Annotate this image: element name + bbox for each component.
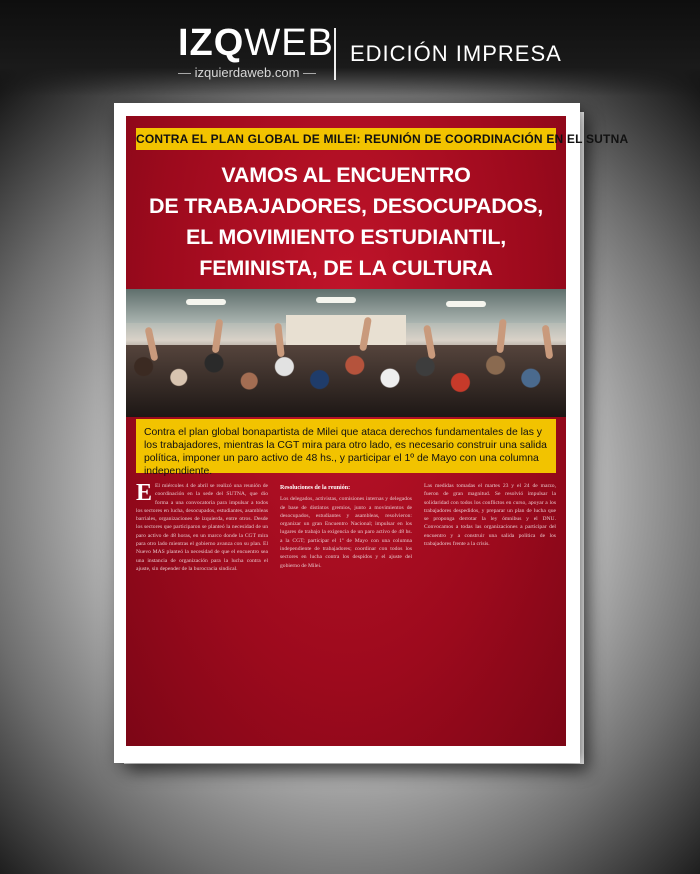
column-1-text: El miércoles 4 de abril se realizó una reunión de coordinación en la sede del SUTNA, que dio forma a una convocatoria para impulsar a todos los sectores en lucha, desocupados, estudiantes, asambleas barriales, organizaciones de izquierda, entre otros. Desde los sectores que participaron se planteó la necesidad de un paro activo de 48 horas, en un marco donde la CGT mira para otro lado mientras el gobierno avanza con su plan. El Nuevo MAS planteó la necesidad de que el encuentro sea una instancia de organización para la lucha contra el ajuste, sin depender de la burocracia sindical. xyxy=(136,483,268,572)
column-2-text: Los delegados, activistas, comisiones internas y delegados de base de distintos gremios, junto a movimientos de desocupados, estudiantes y asambleas, resolvieron: organizar un gran Encuentro Nacional; impulsar en los lugares de trabajo la exigencia de un paro activo de 48 hs. a la CGT; participar el 1º de Mayo con una columna independiente de trabajadores; coordinar con todos los sectores en lucha contra los despidos y el ajuste del gobierno de Milei. xyxy=(280,496,412,569)
headline-line: VAMOS AL ENCUENTRO xyxy=(221,163,471,187)
assembly-photo xyxy=(126,289,566,417)
headline-line: DE TRABAJADORES, DESOCUPADOS, xyxy=(149,194,543,218)
logo-url: — izquierdaweb.com — xyxy=(178,65,317,80)
body-column-2 xyxy=(280,482,412,736)
logo-web: WEB xyxy=(244,22,334,64)
edition-label: EDICIÓN IMPRESA xyxy=(350,41,562,66)
headline-line: EL MOVIMIENTO ESTUDIANTIL, xyxy=(185,225,507,249)
headline-line: FEMINISTA, DE LA CULTURA xyxy=(199,256,493,280)
newspaper-page xyxy=(114,103,629,763)
article-lead: Contra el plan global bonapartista de Milei que ataca derechos fundamentales de las y los trabajadores, mientras la CGT mira para otro lado, es necesario construir una salida política, imponer un paro activo de 48 hs., y participar el 1º de Mayo con una columna independiente. xyxy=(136,419,556,473)
header-bar xyxy=(0,0,700,96)
url-text: izquierdaweb.com xyxy=(194,65,300,80)
logo[interactable] xyxy=(178,22,334,80)
body-column-1: E El miércoles 4 de abril se realizó una reunión de coordinación en la sede del SUTNA, que dio forma a una convocatoria para impulsar a todos los sectores en lucha, desocupados, estudiantes, asambleas barriales, organizaciones de izquierda, entre otros. Desde los sectores que participaron se planteó la necesidad de un paro activo de 48 horas, en un marco donde la CGT mira para otro lado mientras el gobierno avanza con su plan. El Nuevo MAS planteó la necesidad de que el encuentro sea una instancia de organización para la lucha contra el ajuste, sin depender de la burocracia sindical. xyxy=(136,480,268,572)
article-kicker: CONTRA EL PLAN GLOBAL DE MILEI: REUNIÓN DE COORDINACIÓN EN EL SUTNA xyxy=(136,128,556,150)
section-heading: Resoluciones de la reunión: xyxy=(280,485,351,491)
article-panel xyxy=(126,116,629,746)
article-body xyxy=(136,482,556,736)
logo-izq: IZQ xyxy=(178,22,245,64)
body-column-3 xyxy=(424,482,556,736)
column-3-text: Las medidas tomadas el martes 23 y el 24 de marzo, fueron de gran magnitud. Se resolvió impulsar la solidaridad con todos los conflictos en curso, apoyar a los trabajadores despedidos, y preparar un plan de lucha que se proponga derrotar la ley ómnibus y el DNU. Convocamos a todas las organizaciones a participar del encuentro y a construir una salida política de los trabajadores frente a la crisis. xyxy=(424,483,556,548)
header-divider xyxy=(334,28,336,80)
logo-wordmark xyxy=(178,22,334,64)
